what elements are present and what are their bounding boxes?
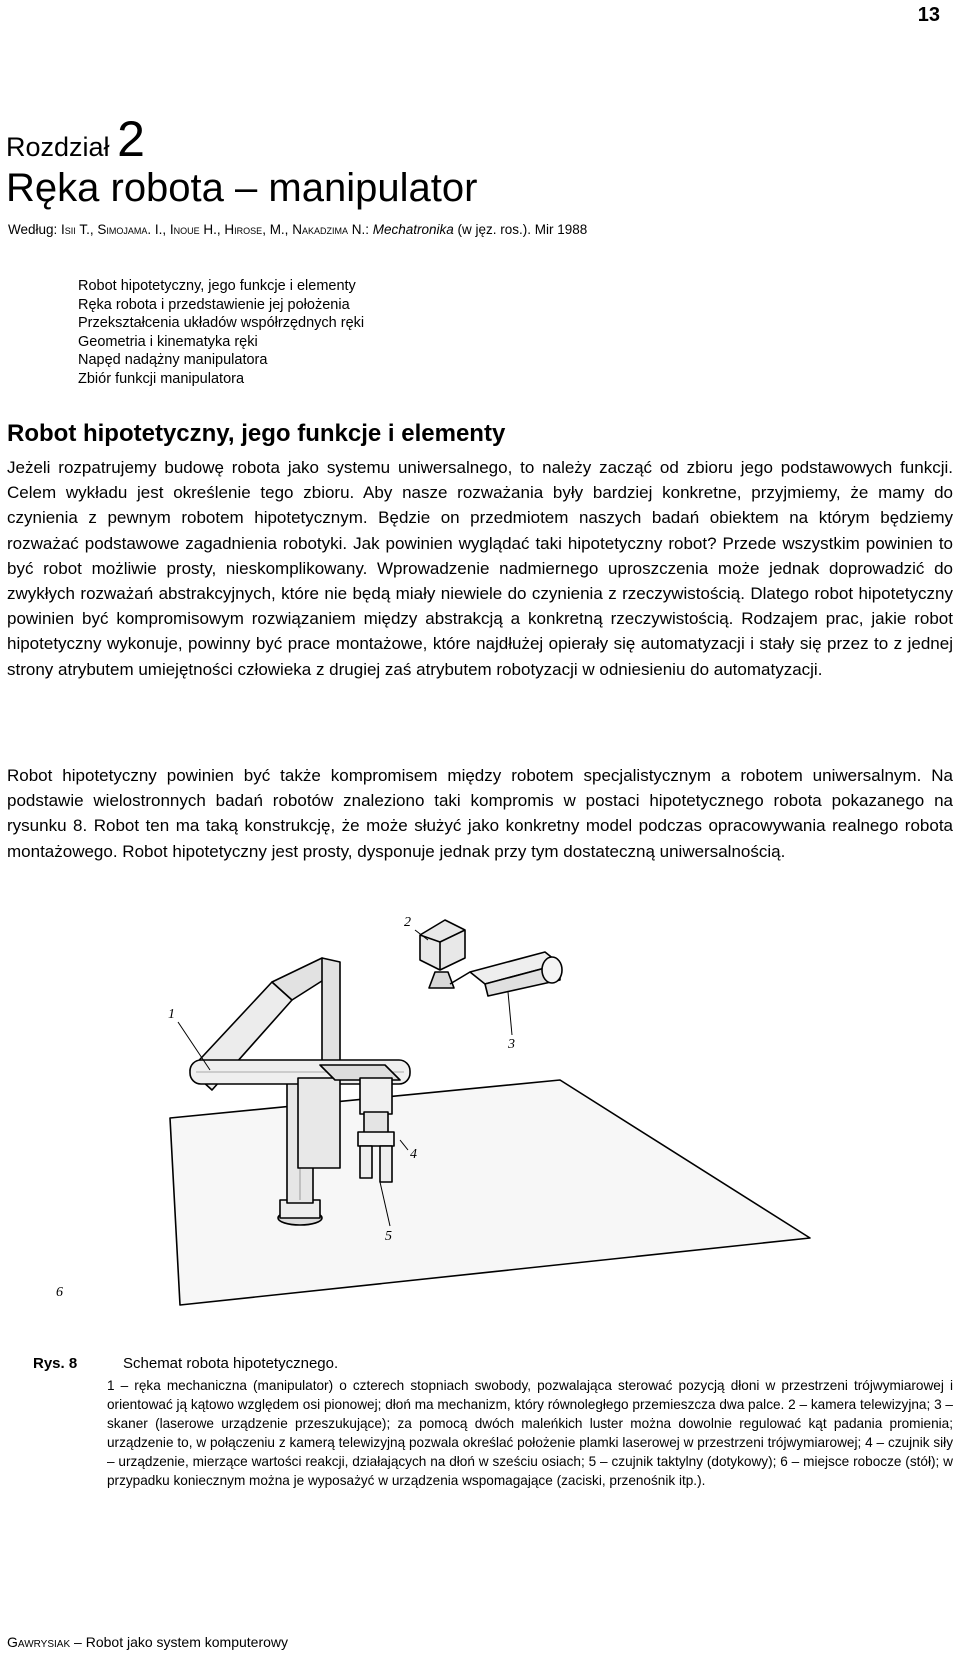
figure-label-6: 6 [56, 1285, 63, 1300]
toc-item: Zbiór funkcji manipulatora [78, 370, 245, 387]
body-paragraph-1: Jeżeli rozpatrujemy budowę robota jako systemu uniwersalnego, to należy zacząć od zbioru jego podstawowych funkcji. Celem wykładu jest określenie tego zbioru. Aby nasze rozważania były bardziej konkretne, przyjmiemy, że mamy do czynienia z pewnym robotem hipotetycznym. Będzie on przedmiotem naszych badań obiektem na którym będziemy rozważać podstawowe zagadnienia robotyki. Jak powinien wyglądać taki hipotetyczny robot? Przede wszystkim powinien to być robot możliwie prosty, nieskomplikowany. Wprowadzenie nadmiernego uproszczenia może jednak doprowadzić do zwykłych rozważań abstrakcyjnych, które nie będą miały niewiele do czynienia z rzeczywistością. Dlatego robot hipotetyczny powinien być kompromisowym rozwiązaniem między abstrakcją a konkretną rzeczywistością. Rodzajem prac, jakie robot hipotetyczny wykonuje, powinny być prace montażowe, które najdłużej opierały się automatyzacji i stały się przez to z jednej strony atrybutem umiejętności człowieka z drugiej zaś atrybutem robotyzacji w odniesieniu do automatyzacji. [7, 458, 953, 679]
author-3: Inoue H., [169, 222, 225, 237]
figure-caption-title: Schemat robota hipotetycznego. [123, 1355, 339, 1372]
figure-caption-label: Rys. 8 [33, 1355, 78, 1372]
chapter-label-text: Rozdział [6, 132, 110, 162]
figure-label-5: 5 [385, 1229, 392, 1244]
author-5: Nakadzima N.: [292, 222, 373, 237]
figure-caption-text: 1 – ręka mechaniczna (manipulator) o czterech stopniach swobody, pozwalająca sterować pozycją dłoni w przestrzeni trójwymiarowej i orientować ją kątowo względem osi pionowej; dłoń ma mechanizm, który równoległego przemieszcza dwa palce. 2 – kamera telewizyjna; 3 – skaner (laserowe urządzenie przeszukujące); za pomocą dwóch maleńkich luster można dowolnie regulować kąt padania promienia; urządzenie to, w połączeniu z kamerą telewizyjną pozwala określać położenie plamki laserowej w przestrzeni trójwymiarowej; 4 – czujnik siły – urządzenie, mierzące wartości reakcji, działających na dłoń w sześciu osiach; 5 – czujnik taktylny (dotykowy); 6 – miejsce robocze (stół); w przypadku koniecznym można je wyposażyć w urządzenia wspomagające (zaciski, przenośnik itp.). [107, 1378, 953, 1488]
page-number: 13 [917, 4, 940, 26]
section-heading: Robot hipotetyczny, jego funkcje i elementy [7, 420, 506, 447]
source-rest: (w jęz. ros.). Mir 1988 [453, 222, 588, 237]
author-2: Simojama. I., [97, 222, 170, 237]
author-4: Hirose, M., [224, 222, 293, 237]
work-table [170, 1080, 810, 1305]
figure-label-2: 2 [404, 915, 411, 930]
body-paragraph-2: Robot hipotetyczny powinien być także kompromisem między robotem specjalistycznym a robotem uniwersalnym. Na podstawie wielostronnych badań robotów znaleziono taki kompromis w postaci hipotetycznego robota pokazanego na rysunku 8. Robot ten ma taką konstrukcję, że może służyć jako konkretny model podczas opracowywania realnego robota montażowego. Robot hipotetyczny jest prosty, dysponuje jednak przy tym dostateczną uniwersalnością. [7, 766, 953, 861]
toc-item: Robot hipotetyczny, jego funkcje i elementy [78, 278, 356, 294]
source-work-title: Mechatronika [372, 222, 454, 237]
author-1: Isii T., [61, 222, 98, 237]
camera [420, 920, 465, 988]
figure-label-3: 3 [508, 1037, 515, 1052]
footer-separator: – [70, 1634, 86, 1650]
footer-author: Gawrysiak [7, 1634, 71, 1650]
toc-item: Geometria i kinematyka ręki [78, 333, 258, 350]
chapter-label [6, 110, 145, 168]
toc-item: Przekształcenia układów współrzędnych ręki [78, 315, 365, 331]
toc-item: Ręka robota i przedstawienie jej położenia [78, 296, 350, 313]
figure-label-4: 4 [410, 1147, 417, 1162]
figure-label-1: 1 [168, 1007, 175, 1022]
source-reference [8, 222, 587, 237]
source-prefix: Według: [8, 222, 62, 237]
laser-scanner [450, 952, 562, 996]
chapter-number: 2 [117, 111, 145, 167]
robot-figure [40, 900, 910, 1340]
footer-title: Robot jako system komputerowy [85, 1634, 289, 1650]
chapter-title: Ręka robota – manipulator [6, 166, 478, 210]
toc-item: Napęd nadążny manipulatora [78, 352, 268, 368]
page-footer [7, 1634, 288, 1650]
chapter-contents [78, 277, 364, 388]
